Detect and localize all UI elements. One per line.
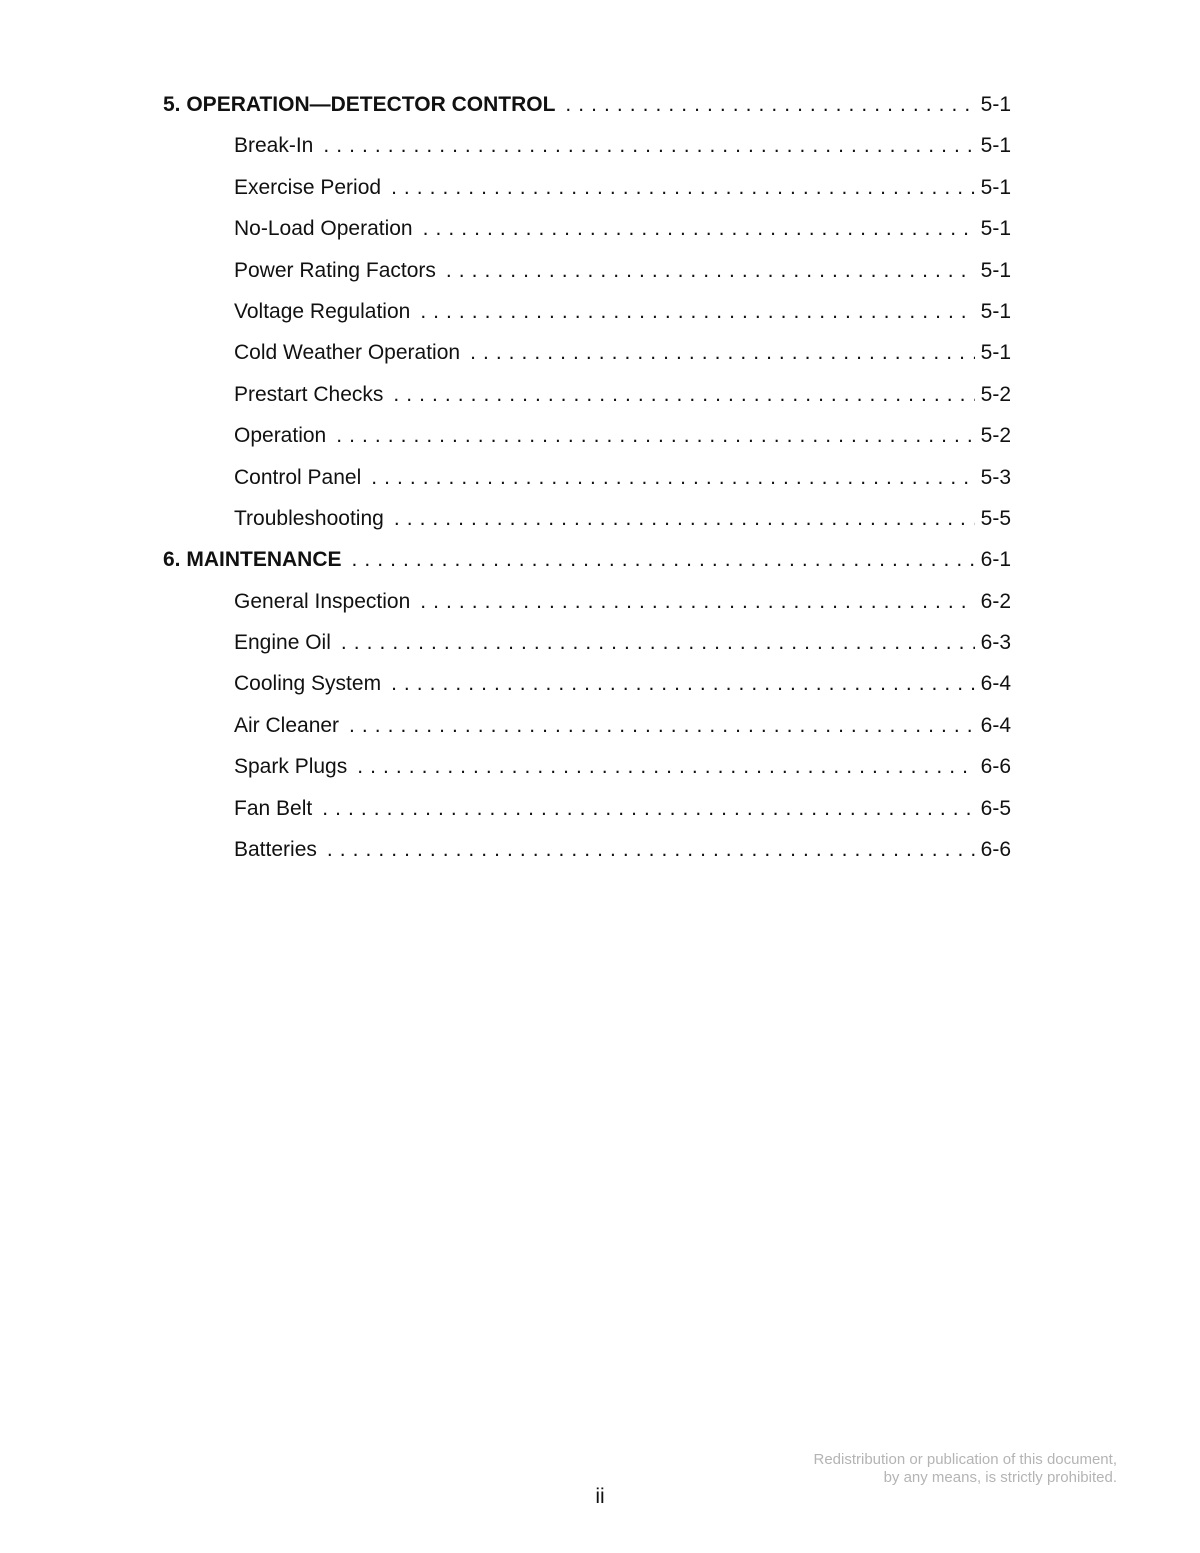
toc-entry-title: Operation — [234, 424, 327, 448]
toc-dot-leader — [423, 217, 975, 241]
toc-entry[interactable] — [163, 590, 1011, 631]
toc-entry[interactable] — [163, 548, 1011, 589]
toc-entry-title: Fan Belt — [234, 796, 313, 820]
toc-entry-page: 5-3 — [980, 465, 1011, 489]
toc-entry[interactable] — [163, 424, 1011, 465]
toc-dot-leader — [393, 383, 974, 407]
notice-line: Redistribution or publication of this document, — [813, 1451, 1117, 1468]
toc-dot-leader — [391, 176, 975, 200]
toc-entry-page: 6-2 — [980, 589, 1011, 613]
toc-dot-leader — [565, 93, 974, 117]
toc-entry-page: 5-1 — [980, 134, 1011, 158]
toc-entry-page: 6-1 — [980, 548, 1011, 572]
toc-entry-page: 5-1 — [980, 258, 1011, 282]
toc-dot-leader — [352, 548, 975, 572]
toc-entry-title: Voltage Regulation — [234, 299, 411, 323]
notice-line: by any means, is strictly prohibited. — [883, 1469, 1117, 1486]
toc-entry[interactable] — [163, 755, 1011, 796]
toc-entry-title: Air Cleaner — [234, 713, 340, 737]
toc-entry-title: Cooling System — [234, 672, 382, 696]
table-of-contents — [163, 93, 1011, 879]
toc-entry[interactable] — [163, 838, 1011, 879]
toc-entry-title: 6. MAINTENANCE — [163, 548, 342, 572]
toc-entry-page: 6-5 — [980, 796, 1011, 820]
toc-entry[interactable] — [163, 93, 1011, 134]
toc-entry-title: Spark Plugs — [234, 755, 348, 779]
toc-entry[interactable] — [163, 631, 1011, 672]
toc-entry-title: Control Panel — [234, 465, 362, 489]
toc-entry-page: 5-2 — [980, 382, 1011, 406]
toc-entry-page: 5-1 — [980, 299, 1011, 323]
toc-entry[interactable] — [163, 259, 1011, 300]
toc-entry-page: 5-5 — [980, 506, 1011, 530]
toc-entry-title: General Inspection — [234, 589, 411, 613]
toc-entry[interactable] — [163, 300, 1011, 341]
toc-entry-page: 6-6 — [980, 838, 1011, 862]
toc-entry-title: Prestart Checks — [234, 382, 384, 406]
toc-entry-title: Batteries — [234, 838, 317, 862]
toc-entry[interactable] — [163, 714, 1011, 755]
toc-entry-title: Troubleshooting — [234, 506, 384, 530]
toc-dot-leader — [470, 341, 975, 365]
toc-dot-leader — [349, 714, 975, 738]
toc-dot-leader — [420, 590, 974, 614]
toc-entry-page: 6-6 — [980, 755, 1011, 779]
toc-dot-leader — [327, 838, 975, 862]
toc-entry-title: Cold Weather Operation — [234, 341, 461, 365]
toc-entry[interactable] — [163, 134, 1011, 175]
toc-entry-title: Exercise Period — [234, 175, 382, 199]
toc-dot-leader — [322, 797, 974, 821]
toc-dot-leader — [357, 755, 974, 779]
toc-entry-page: 6-3 — [980, 631, 1011, 655]
toc-entry[interactable] — [163, 507, 1011, 548]
toc-entry-title: Break-In — [234, 134, 314, 158]
toc-entry-page: 5-1 — [980, 341, 1011, 365]
toc-entry-title: 5. OPERATION—DETECTOR CONTROL — [163, 93, 556, 116]
toc-entry-page: 6-4 — [980, 672, 1011, 696]
toc-entry[interactable] — [163, 341, 1011, 382]
toc-dot-leader — [420, 300, 974, 324]
toc-entry[interactable] — [163, 672, 1011, 713]
toc-dot-leader — [371, 466, 974, 490]
toc-entry-page: 5-1 — [980, 175, 1011, 199]
toc-entry[interactable] — [163, 217, 1011, 258]
toc-entry-title: Engine Oil — [234, 631, 331, 655]
toc-dot-leader — [341, 631, 975, 655]
toc-entry-page: 6-4 — [980, 713, 1011, 737]
toc-dot-leader — [323, 134, 974, 158]
toc-dot-leader — [336, 424, 974, 448]
toc-entry-page: 5-2 — [980, 424, 1011, 448]
toc-entry-page: 5-1 — [980, 217, 1011, 241]
toc-dot-leader — [446, 259, 975, 283]
toc-entry[interactable] — [163, 797, 1011, 838]
toc-dot-leader — [394, 507, 975, 531]
toc-dot-leader — [391, 672, 975, 696]
toc-entry[interactable] — [163, 383, 1011, 424]
toc-entry[interactable] — [163, 466, 1011, 507]
toc-entry[interactable] — [163, 176, 1011, 217]
toc-entry-page: 5-1 — [980, 93, 1011, 116]
redistribution-notice — [813, 1451, 1117, 1487]
toc-entry-title: Power Rating Factors — [234, 258, 436, 282]
toc-entry-title: No-Load Operation — [234, 217, 413, 241]
page-number: ii — [595, 1485, 605, 1508]
